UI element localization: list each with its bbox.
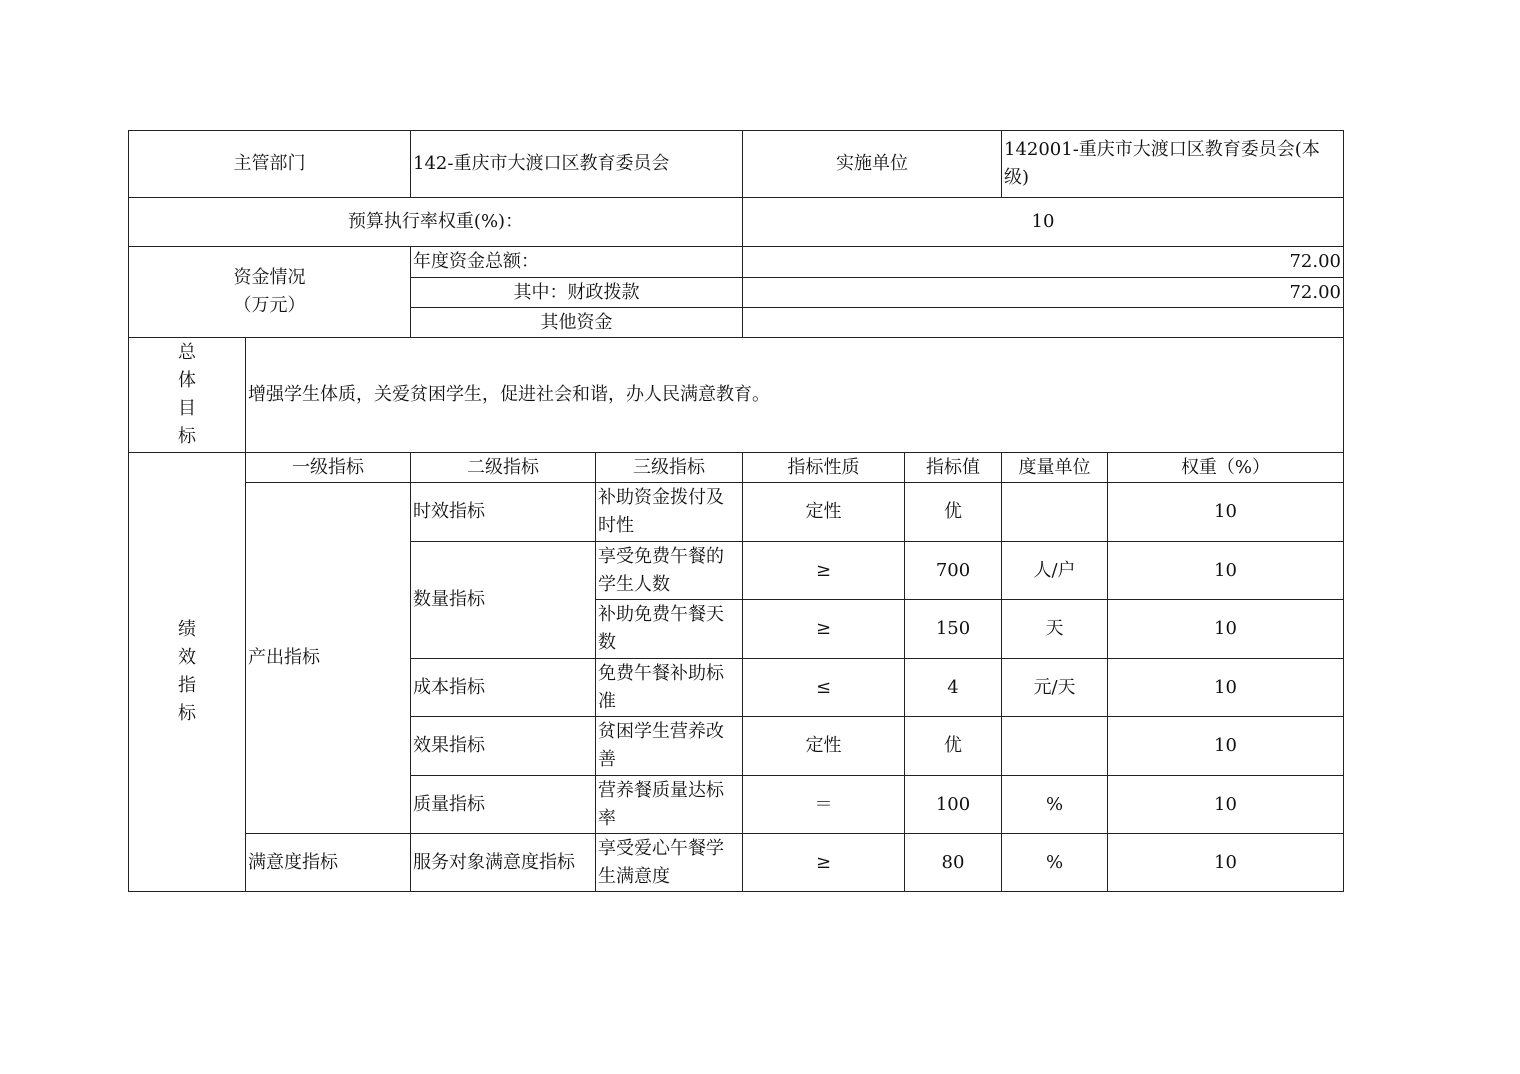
unit-cell <box>1002 717 1108 776</box>
level2-cell: 质量指标 <box>411 776 596 834</box>
unit-value: 142001-重庆市大渡口区教育委员会(本级) <box>1002 131 1344 198</box>
level1-satisfaction: 满意度指标 <box>246 834 411 892</box>
unit-cell: 人/户 <box>1002 542 1108 600</box>
funds-other-label: 其他资金 <box>411 308 743 338</box>
funds-label <box>129 247 411 338</box>
perf-label-char: 绩 <box>178 619 196 640</box>
budget-weight-label: 预算执行率权重(%)： <box>129 198 743 247</box>
level2-cell: 服务对象满意度指标 <box>411 834 596 892</box>
nature-cell: ＝ <box>743 776 905 834</box>
weight-cell: 10 <box>1108 834 1344 892</box>
col-header: 权重（%） <box>1108 453 1344 483</box>
value-cell: 700 <box>905 542 1002 600</box>
level2-cell: 数量指标 <box>411 542 596 659</box>
value-cell: 优 <box>905 717 1002 776</box>
weight-cell: 10 <box>1108 659 1344 717</box>
col-header: 度量单位 <box>1002 453 1108 483</box>
col-header: 指标性质 <box>743 453 905 483</box>
unit-cell: 元/天 <box>1002 659 1108 717</box>
goal-label-char: 总 <box>178 342 196 363</box>
col-header: 一级指标 <box>246 453 411 483</box>
nature-cell: ≥ <box>743 600 905 659</box>
unit-cell: % <box>1002 834 1108 892</box>
weight-cell: 10 <box>1108 542 1344 600</box>
level3-cell: 补助资金拨付及时性 <box>596 483 743 542</box>
funds-total-value: 72.00 <box>743 247 1344 278</box>
nature-cell: 定性 <box>743 717 905 776</box>
nature-cell: ≥ <box>743 542 905 600</box>
unit-cell: 天 <box>1002 600 1108 659</box>
col-header: 二级指标 <box>411 453 596 483</box>
level2-cell: 时效指标 <box>411 483 596 542</box>
funds-fiscal-label: 其中：财政拨款 <box>411 278 743 308</box>
budget-weight-value: 10 <box>743 198 1344 247</box>
unit-cell <box>1002 483 1108 542</box>
perf-label-char: 标 <box>178 703 196 724</box>
value-cell: 150 <box>905 600 1002 659</box>
value-cell: 优 <box>905 483 1002 542</box>
table-row <box>129 834 1344 892</box>
goal-label-char: 标 <box>178 426 196 447</box>
weight-cell: 10 <box>1108 717 1344 776</box>
unit-cell: % <box>1002 776 1108 834</box>
perf-label-char: 指 <box>178 675 196 696</box>
col-header: 指标值 <box>905 453 1002 483</box>
funds-label-line2: （万元） <box>233 295 306 316</box>
level3-cell: 贫困学生营养改善 <box>596 717 743 776</box>
nature-cell: ≥ <box>743 834 905 892</box>
level3-cell: 享受免费午餐的学生人数 <box>596 542 743 600</box>
goal-label-char: 体 <box>178 370 196 391</box>
value-cell: 80 <box>905 834 1002 892</box>
unit-label: 实施单位 <box>743 131 1002 198</box>
dept-label: 主管部门 <box>129 131 411 198</box>
funds-total-label: 年度资金总额： <box>411 247 743 278</box>
level3-cell: 享受爱心午餐学生满意度 <box>596 834 743 892</box>
level2-cell: 效果指标 <box>411 717 596 776</box>
dept-value: 142-重庆市大渡口区教育委员会 <box>411 131 743 198</box>
level3-cell: 营养餐质量达标率 <box>596 776 743 834</box>
perf-label-char: 效 <box>178 647 196 668</box>
weight-cell: 10 <box>1108 600 1344 659</box>
perf-label <box>129 453 246 892</box>
level3-cell: 免费午餐补助标准 <box>596 659 743 717</box>
nature-cell: ≤ <box>743 659 905 717</box>
weight-cell: 10 <box>1108 483 1344 542</box>
funds-label-line1: 资金情况 <box>233 267 306 288</box>
funds-other-value <box>743 308 1344 338</box>
value-cell: 100 <box>905 776 1002 834</box>
weight-cell: 10 <box>1108 776 1344 834</box>
level2-cell: 成本指标 <box>411 659 596 717</box>
table-row <box>129 483 1344 542</box>
value-cell: 4 <box>905 659 1002 717</box>
goal-label <box>129 338 246 453</box>
goal-text: 增强学生体质，关爱贫困学生，促进社会和谐，办人民满意教育。 <box>246 338 1344 453</box>
level1-output: 产出指标 <box>246 483 411 834</box>
performance-table <box>128 130 1344 892</box>
funds-fiscal-value: 72.00 <box>743 278 1344 308</box>
goal-label-char: 目 <box>178 398 196 419</box>
col-header: 三级指标 <box>596 453 743 483</box>
level3-cell: 补助免费午餐天数 <box>596 600 743 659</box>
nature-cell: 定性 <box>743 483 905 542</box>
